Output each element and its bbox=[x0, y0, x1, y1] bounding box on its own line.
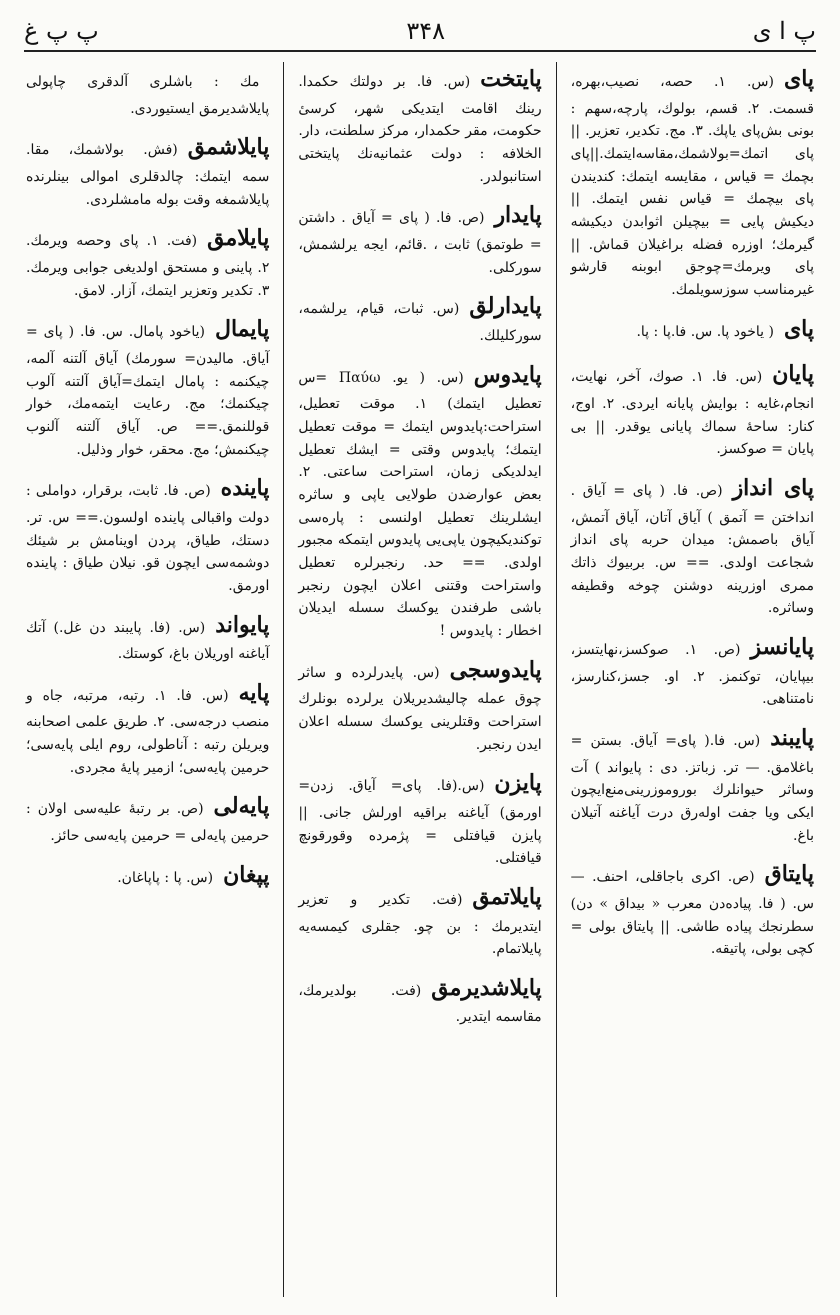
definition: (س. فا.( پای= آیاق. بستن = باغلامق. — تر. زباتز. دی : پایواند ) آت وساثر حیوانلرك بوروموزرینی‌منع‌ایچون ایکی ویا جفت اوله‌رق درت آیاغنه آتیلان باغ. bbox=[570, 732, 814, 844]
entry bbox=[298, 653, 541, 757]
header-right-letters: پ ا ی bbox=[752, 17, 816, 45]
definition: (یاخود پامال. س. فا. ( پای = آیاق. مالیدن= سورمك) آیاق آلتنه آلمه، چیکنمه : پامال ایتمك=آیاق آلتنه آلوب چیکنمك؛ مج. رعایت ایتمه‌مك، خوار قوللنمق.== ص. آیاق آلتنه آلنوب چیکنمش؛ مج. محقر، خوار وذلیل. bbox=[26, 324, 270, 458]
entry bbox=[298, 358, 541, 643]
definition: (فت. بولدیرمك، مقاسمه ایتدیر. bbox=[298, 982, 542, 1026]
definition: (فت. ۱. پای وحصه ویرمك. ۲. پاینی و مستحق اولدیغی جوابی ویرمك. ۳. تکدیر وتعزیر ایتمك، آزار. لامق. bbox=[26, 233, 270, 299]
headword: پایواند bbox=[215, 611, 270, 638]
entry bbox=[571, 630, 814, 711]
definition: (ص. فا. ثابت، برقرار، دواملی : دولت واقبالی پاینده اولسون.== س. تر. دستك، طیاق، پردن اوینامش بر شیئك دوشمه‌سی ایچون قو. نیلان طیاق : پاینده اورمق. bbox=[26, 483, 270, 594]
definition: (س. فا. ۱. رتبه، مرتبه، جاه و منصب درجه‌سی. ۲. طریق علمی اصحابنه ویریلن رتبه : آناطولی، روم ایلی پایه‌سی؛ حرمین پایه‌سی؛ ازمیر پایهٔ مجردی. bbox=[26, 687, 270, 776]
entry bbox=[26, 471, 269, 597]
headword: پای bbox=[783, 66, 815, 92]
definition: (ص. فا. ( پای = آیاق . داشتن = طوتمق) ثابت ، .قائم، ایجه یرلشمش، سورکلی. bbox=[298, 210, 542, 276]
headword: پایدارلق bbox=[469, 293, 542, 320]
headword: پایبند bbox=[770, 724, 814, 751]
headword: پایدوسجی bbox=[449, 656, 542, 683]
headword: پایتاق bbox=[764, 861, 814, 888]
definition: (ص. اکری باجاقلی، احنف. — س. ( فا. پیاده‌دن معرب « بیداق » دن) سطرنجك پیاده طاشی. || پایتاق بولی = کچی بولی، پاتیقه. bbox=[570, 869, 814, 958]
definition: (س. ۱. حصه، نصیب،بهره، قسمت. ۲. قسم، بولوك، پارچه،سهم : بونی بش‌پای یاپك. ۳. مج. تکدیر، تعزیر. || پای اتمك=بولاشمك،مقاسه‌ایتمك.||پای بچمك = قیاس ، مقایسه ایتمك: کندیندن پای بیچمك = قیاس نفس ایتمك. || دیکیش پایی = بیچیلن اثوابدن دیکیشه گیرمك؛ اوزره فضله براغیلان قماش. || پای ویرمك=چوجق ابوبنه قارشو غیرمناسب سوزسویلمك. bbox=[570, 74, 815, 298]
headword: پای bbox=[783, 315, 814, 342]
definition: (ص. ۱. صوکسز،نهایتسز، بیپایان، توکنمز. ۲. او. جسز،کنارسز، نامتناهی. bbox=[570, 641, 815, 708]
headword: پایمال bbox=[214, 316, 270, 343]
definition: (ص. فا. ( پای = آیاق . انداختن = آتمق ) آیاق آتان، آیاق آتمش، آیاق باصمش: میدان حربه پای انداز شجاعت اولدی. == س. بربیوك ذاتك ممری اوزرینه دوشنن چوخه وقطیفه وساثره. bbox=[570, 482, 814, 617]
headword: پایه bbox=[238, 679, 270, 706]
definition: مك : باشلری آلدقری چاپولی پایلاشدیرمق ایستیوردی. bbox=[26, 74, 270, 117]
headword: پایدار bbox=[494, 202, 542, 229]
column-middle bbox=[294, 62, 545, 1297]
definition: (س. ثبات، قیام، یرلشمه، سورکلیلك. bbox=[298, 301, 542, 344]
entry bbox=[26, 62, 269, 120]
entry bbox=[298, 880, 541, 961]
definition: (س. فا. ۱. صوك، آخر، نهایت، انجام،غایه : بوایش پایانه ایردی. ۲. اوج، کنار: ساحهٔ سماك پایانی یوقدر. || بی پایان = صوکسز. bbox=[570, 369, 814, 458]
headword: پای انداز bbox=[732, 474, 814, 501]
definition: (ص. بر رتبهٔ علیه‌سی اولان : حرمین پایه‌لی = حرمین پایه‌سی حائز. bbox=[26, 801, 270, 845]
entry bbox=[298, 198, 541, 279]
entry bbox=[26, 312, 269, 461]
headword: پایتخت bbox=[480, 66, 542, 92]
entry bbox=[26, 130, 269, 211]
definition: (س. (فا. پایبند دن غل.) آتك آیاغنه اوریلان باغ، کوستك. bbox=[26, 619, 270, 663]
column-divider bbox=[556, 62, 557, 1297]
entry bbox=[298, 62, 541, 188]
entry bbox=[571, 857, 814, 961]
headword: پپغان bbox=[223, 861, 270, 888]
headword bbox=[265, 66, 269, 92]
column-right bbox=[567, 62, 818, 1297]
definition: (س. ( یو. Παύω =س تعطیل ایتمك) ۱. موقت تعطیل، استراحت:پایدوس ایتمك = موقت تعطیل ایتمك؛ پایدوس وقتی = ایشك تعطیل ایدلدیکی زمان، استراحت ساعتی. ۲. بعض عوارضدن طولایی یاپی و ساثره ایشلرینك تعطیل اولنسی : پاره‌سی توکندیکیچون یاپی‌یی پایدوس ایتمکه مجبور اولدی. == حد. رنجبرلره تعطیل واستراحت وقتنی اعلان ایچون رنجبر باشی طرفندن یوکسك سسله ایدیلان اخطار : پایدوس ! bbox=[298, 369, 542, 639]
entry bbox=[26, 676, 269, 780]
definition: (فش. بولاشمك، مقا. سمه ایتمك: چالدقلری اموالی بینلرنده پایلاشمغه وقت بوله مامشلردی. bbox=[26, 142, 270, 208]
definition: (س. پایدرلرده و ساثر چوق عمله چالیشدیریلان یرلرده بونلرك استراحت وقتلرینی یوکسك سسله اعلان ایدن رنجبر. bbox=[298, 664, 542, 753]
headword: پایلامق bbox=[207, 225, 270, 252]
entry bbox=[571, 357, 814, 461]
column-divider bbox=[283, 62, 284, 1297]
entry bbox=[26, 789, 269, 847]
entry bbox=[26, 608, 269, 666]
entry bbox=[26, 858, 269, 894]
headword: پایلاشدیرمق bbox=[431, 974, 542, 1001]
entry bbox=[571, 62, 814, 302]
entry bbox=[298, 971, 541, 1029]
headword: پاینده bbox=[220, 475, 270, 502]
entry bbox=[571, 471, 814, 620]
headword: پایلاتمق bbox=[472, 883, 542, 910]
definition: (فت. تکدیر و تعزیر ایتدیرمك : بن چو. جقلری کیمسه‌یه پایلاتمام. bbox=[298, 891, 542, 958]
headword: پایه‌لی bbox=[213, 793, 270, 820]
entry bbox=[571, 312, 814, 348]
definition: (س.(فا. پای= آیاق. زدن= اورمق) آیاغنه براقیه اورلش جانی. || پایزن قیافتلی = پژمرده وقورقونچ قیافتلی. bbox=[298, 778, 542, 867]
headword: پایلاشمق bbox=[187, 134, 270, 161]
page-number: ۳۴۸ bbox=[406, 17, 446, 45]
definition: (س. پا : پاپاغان. bbox=[117, 869, 214, 886]
header-left-letters: پ پ غ bbox=[24, 17, 99, 45]
entry bbox=[571, 721, 814, 847]
definition: (س. فا. بر دولتك حکمدا. رینك اقامت ایتدیکی شهر، کرسیٔ حکومت، مقر حکمدار، مرکز سلطنت، دار. الخلافه : دولت عثمانیه‌نك پایتختی استانبولدر. bbox=[298, 74, 542, 185]
headword: پایدوس bbox=[473, 361, 542, 388]
definition: ( یاخود پا. س. فا.پا : پا. bbox=[636, 323, 774, 340]
headword: پایزن bbox=[494, 770, 542, 797]
column-left bbox=[22, 62, 273, 1297]
headword: پایانسز bbox=[750, 633, 814, 660]
headword: پایان bbox=[772, 361, 814, 388]
entry bbox=[26, 221, 269, 302]
entry bbox=[298, 766, 541, 870]
entry bbox=[298, 289, 541, 347]
page-header bbox=[24, 12, 816, 52]
columns-container bbox=[22, 62, 818, 1297]
